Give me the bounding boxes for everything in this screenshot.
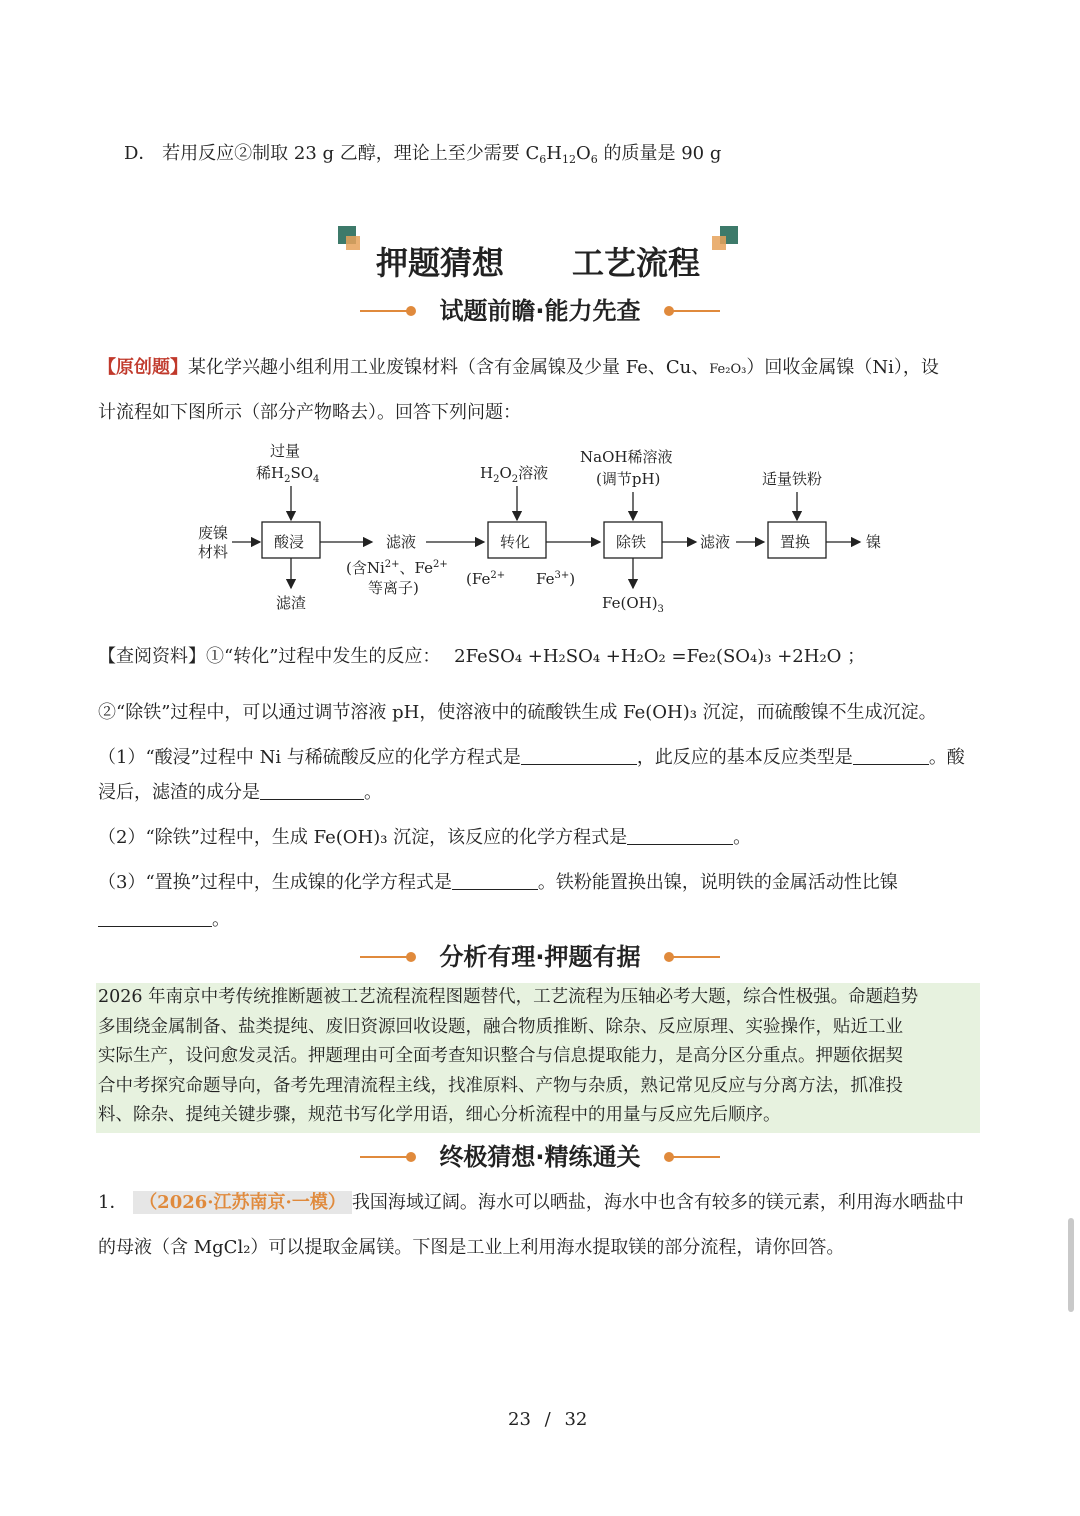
option-label: D． — [124, 143, 157, 164]
flow-out3: $Fe(OH)_3$ — [602, 594, 664, 615]
flow-reagent4: 适量铁粉 — [762, 470, 823, 488]
page-total: 32 — [564, 1409, 588, 1430]
flow-mid1: 滤液 — [386, 533, 417, 551]
process-flow-diagram — [190, 438, 890, 618]
flow-input-a: 废镍 — [198, 524, 229, 542]
analysis-line-1: 2026 年南京中考传统推断题被工艺流程流程图题替代，工艺流程为压轴必考大题，综合性极强。命题趋势 — [98, 987, 919, 1007]
flow-reagent1-b: 稀$H_2SO_4$ — [256, 464, 320, 485]
flow-reagent2: $H_2O_2$溶液 — [480, 464, 549, 485]
answer-blank-q1-type[interactable] — [853, 746, 929, 765]
reference-equation: 2FeSO₄ +H₂SO₄ +H₂O₂ =Fe₂(SO₄)₃ +2H₂O ； — [454, 646, 866, 667]
vertical-scrollbar[interactable] — [1068, 1218, 1074, 1312]
next-question-line-1: 1． （2026·江苏南京·一模） 我国海域辽阔。海水可以晒盐，海水中也含有较多的镁元素，利用海水晒盐中 — [98, 1192, 964, 1213]
question-3-line-1: （3）“置换”过程中，生成镍的化学方程式是 。铁粉能置换出镍，说明铁的金属活动性比镍 — [98, 872, 898, 893]
source-badge: （2026·江苏南京·一模） — [133, 1191, 352, 1214]
flow-reagent3-a: NaOH稀溶液 — [580, 448, 673, 466]
flow-conv-b: $Fe^{3+}$) — [536, 570, 576, 588]
banner-right-title: 工艺流程 — [572, 244, 701, 282]
option-d: D． 若用反应②制取 23 g 乙醇，理论上至少需要 $C_6H_{12}O_6$ 的质量是 90 g — [124, 143, 722, 166]
flow-conv-a: ($Fe^{2+}$ — [466, 570, 506, 588]
banner-left-ornament — [338, 226, 362, 250]
answer-blank-q3-equation[interactable] — [452, 871, 538, 890]
answer-blank-q1-equation[interactable] — [521, 746, 637, 765]
reference-line-1: 【查阅资料】①“转化”过程中发生的反应： 2FeSO₄ +H₂SO₄ +H₂O₂ =Fe₂(SO₄)₃ +2H₂O ； — [98, 646, 866, 667]
next-question-line-2: 的母液（含 MgCl₂）可以提取金属镁。下图是工业上利用海水提取镁的部分流程，请你回答。 — [98, 1237, 845, 1258]
reference-tag: 【查阅资料】 — [98, 646, 206, 667]
flow-reagent3-b: (调节pH) — [596, 470, 661, 488]
question-1-line-2: 浸后，滤渣的成分是 。 — [98, 782, 382, 803]
analysis-line-4: 合中考探究命题导向，备考先理清流程主线，找准原料、产物与杂质，熟记常见反应与分离方法，抓准投 — [98, 1075, 903, 1096]
section-header-3: 终极猜想·精练通关 — [360, 1140, 720, 1174]
reference-line-2: ②“除铁”过程中，可以通过调节溶液 pH，使溶液中的硫酸铁生成 Fe(OH)₃ 沉淀，而硫酸镍不生成沉淀。 — [98, 702, 937, 723]
analysis-line-2: 多围绕金属制备、盐类提纯、废旧资源回收设题，融合物质推断、除杂、反应原理、实验操作，贴近工业 — [98, 1016, 903, 1037]
analysis-line-5: 料、除杂、提纯关键步骤，规范书写化学用语，细心分析流程中的用量与反应先后顺序。 — [98, 1105, 781, 1126]
flow-box3-label: 除铁 — [616, 533, 647, 551]
flow-mid2: 滤液 — [700, 533, 731, 551]
flow-out1: 滤渣 — [276, 594, 307, 612]
section-header-2: 分析有理·押题有据 — [360, 940, 720, 974]
problem-line-1: 【原创题】某化学兴趣小组利用工业废镍材料（含有金属镍及少量 Fe、Cu、Fe₂O₃）回收金属镍（Ni），设 — [98, 357, 939, 378]
section-header-1: 试题前瞻·能力先查 — [360, 294, 720, 328]
page-current: 23 — [508, 1409, 531, 1430]
analysis-box — [96, 983, 980, 1133]
question-2: （2）“除铁”过程中，生成 Fe(OH)₃ 沉淀，该反应的化学方程式是 。 — [98, 827, 752, 848]
flow-input-b: 材料 — [198, 543, 229, 561]
flow-ions-c: 等离子) — [368, 579, 419, 597]
flow-box2-label: 转化 — [500, 533, 531, 551]
answer-blank-q1-residue[interactable] — [260, 781, 364, 800]
answer-blank-q3-activity[interactable] — [98, 908, 212, 927]
page-indicator: 23 / 32 — [508, 1409, 588, 1430]
analysis-line-3: 实际生产，设问愈发灵活。押题理由可全面考查知识整合与信息提取能力，是高分区分重点。押题依据契 — [98, 1046, 903, 1067]
flow-product: 镍 — [866, 533, 882, 551]
flow-ions-a: (含$Ni^{2+}$、$Fe^{2+}$ — [346, 559, 448, 577]
flow-box4-label: 置换 — [780, 533, 811, 551]
answer-blank-q2[interactable] — [627, 826, 733, 845]
problem-line-2: 计流程如下图所示（部分产物略去）。回答下列问题： — [98, 402, 521, 423]
original-tag: 【原创题】 — [98, 357, 188, 378]
banner-left-title: 押题猜想 — [376, 244, 505, 282]
question-1-line-1: （1）“酸浸”过程中 Ni 与稀硫酸反应的化学方程式是 ，此反应的基本反应类型是 。酸 — [98, 747, 965, 768]
banner-right-ornament — [710, 226, 740, 254]
flow-box1-label: 酸浸 — [274, 533, 305, 551]
flow-reagent1-a: 过量 — [270, 442, 301, 460]
question-3-line-2: 。 — [98, 908, 230, 932]
